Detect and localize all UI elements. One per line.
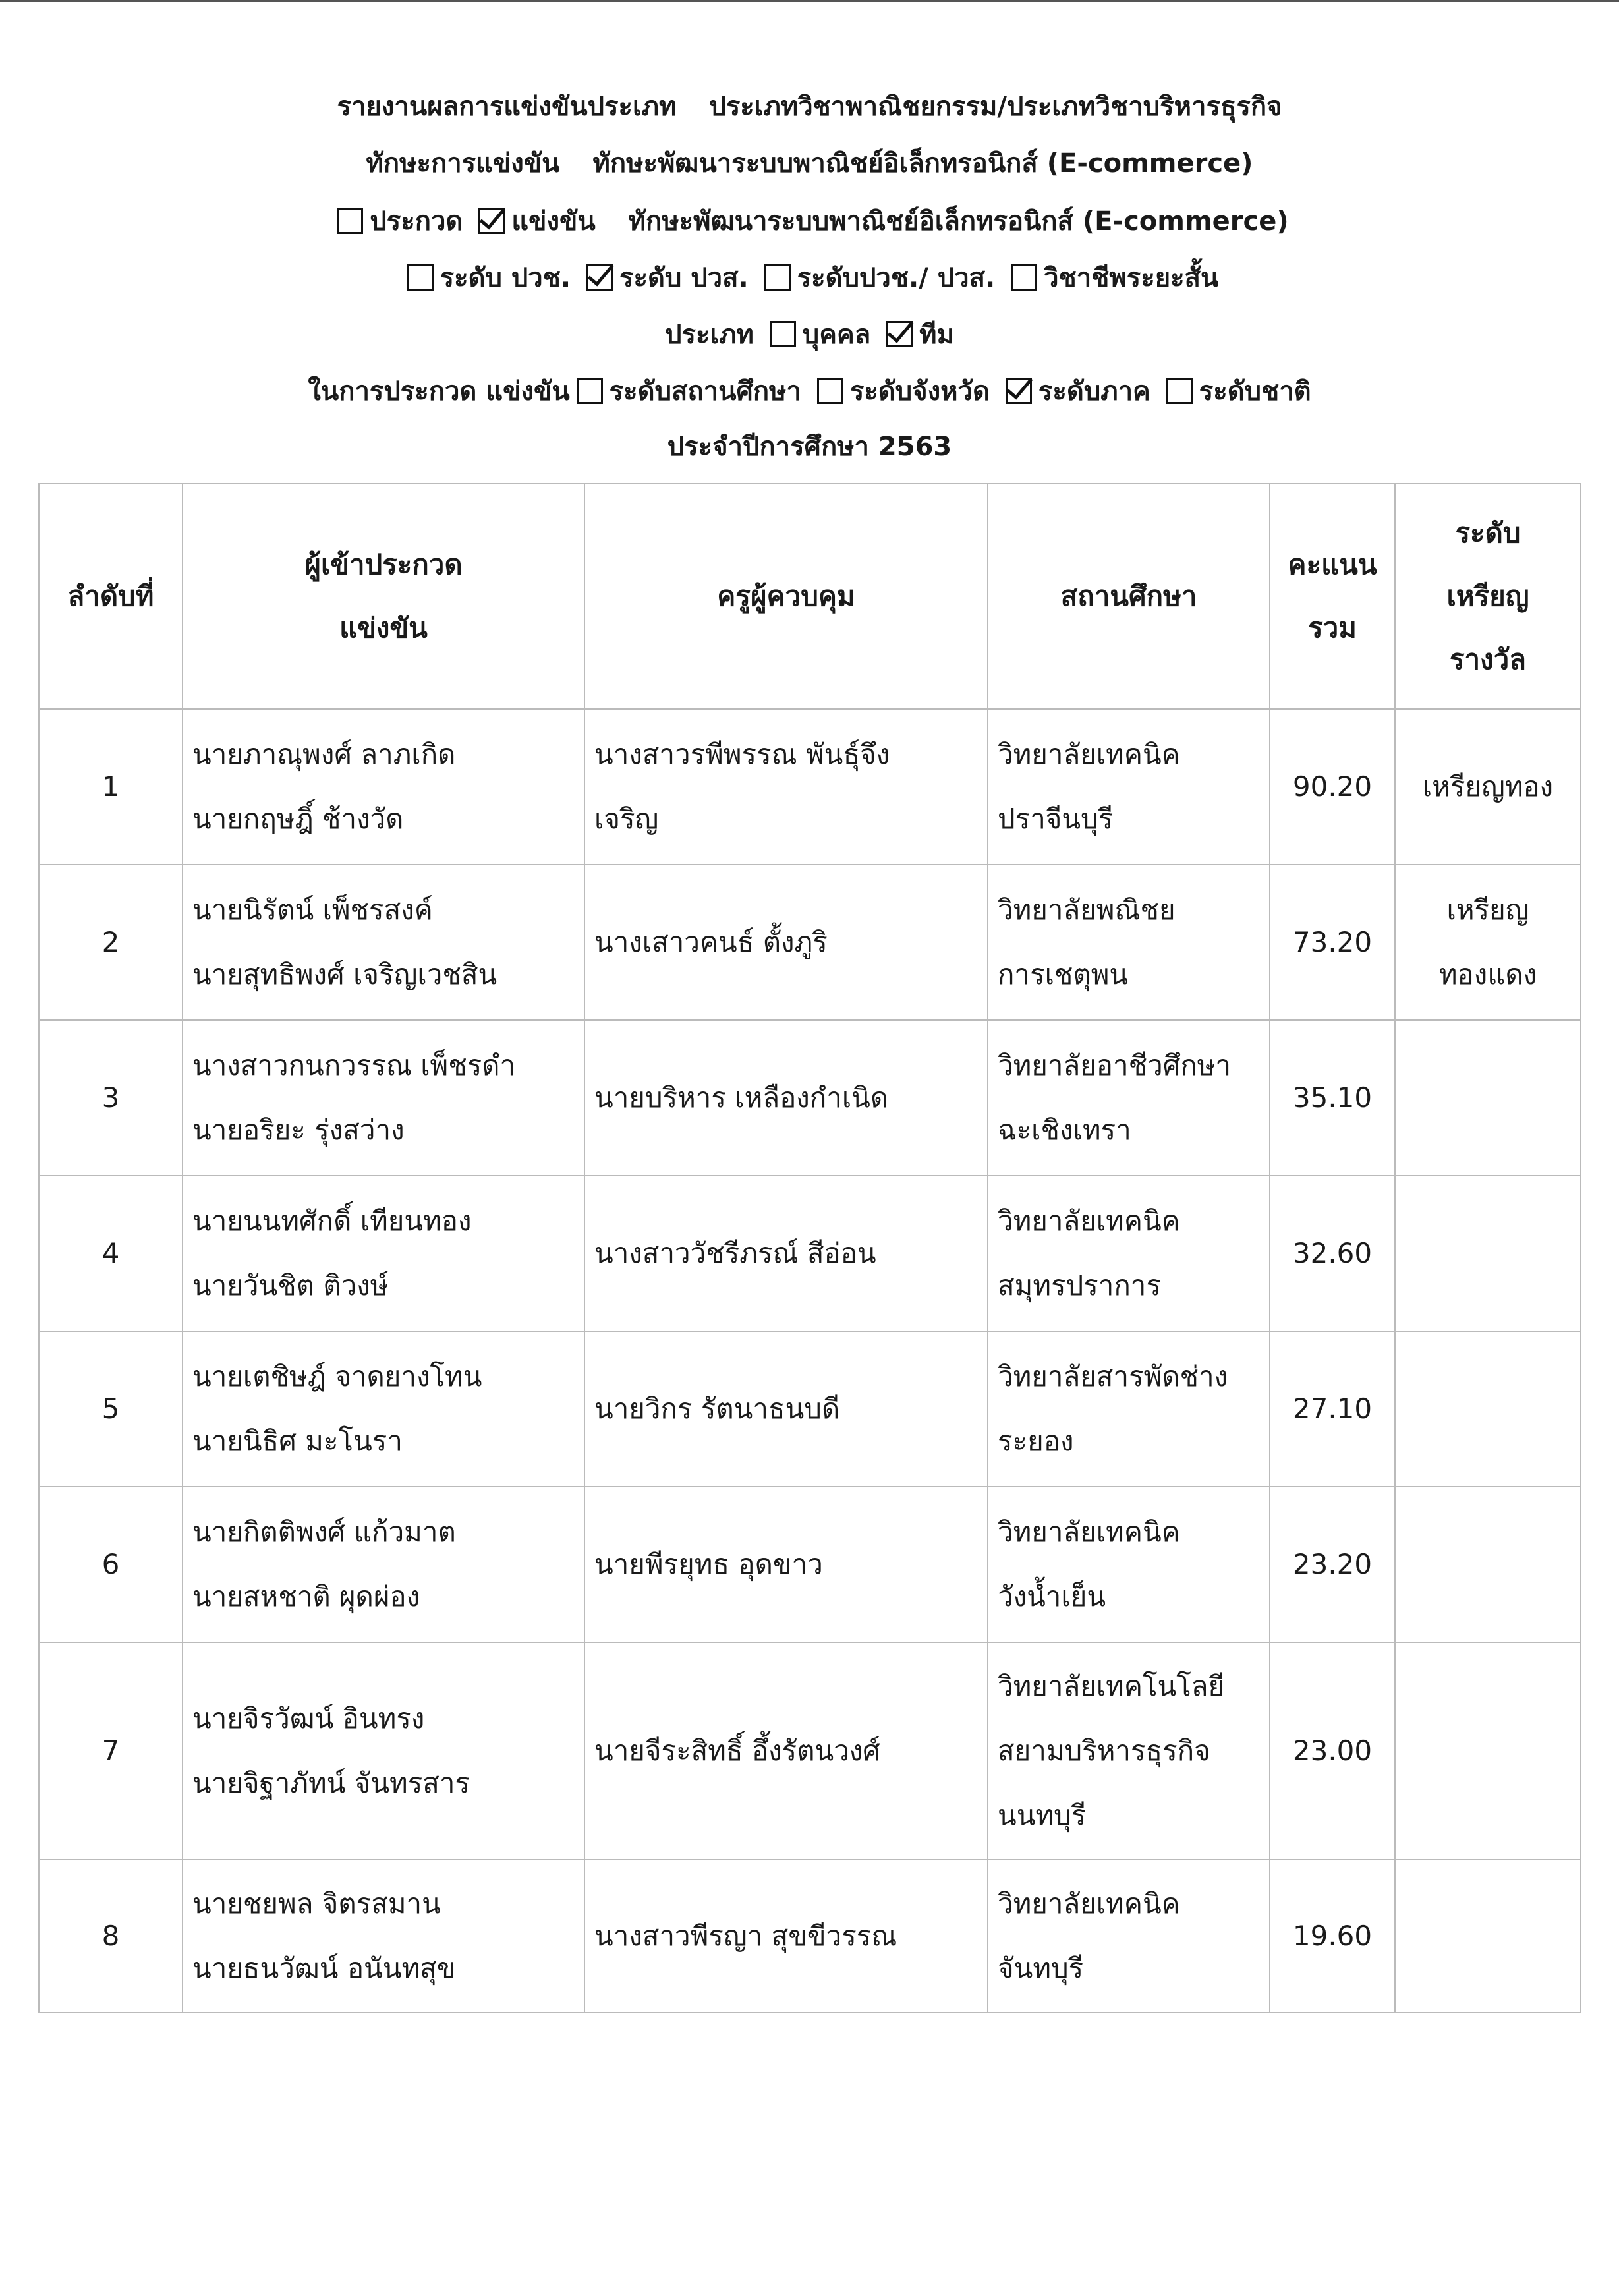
cell-no: 8 bbox=[39, 1860, 183, 2013]
cell-score: 90.20 bbox=[1270, 709, 1395, 865]
cell-medal: เหรียญ ทองแดง bbox=[1395, 865, 1581, 1020]
cell-no: 7 bbox=[39, 1642, 183, 1860]
cell-score: 35.10 bbox=[1270, 1020, 1395, 1176]
col-header-competitors: ผู้เข้าประกวด แข่งขัน bbox=[183, 484, 584, 709]
cell-no: 2 bbox=[39, 865, 183, 1020]
cell-teacher: นายบริหาร เหลืองกำเนิด bbox=[584, 1020, 988, 1176]
checkbox-level-pvc-pvs[interactable] bbox=[764, 264, 791, 291]
checkbox-competition[interactable] bbox=[478, 208, 505, 234]
cell-school: วิทยาลัยอาชีวศึกษา ฉะเชิงเทรา bbox=[988, 1020, 1270, 1176]
cell-competitors: นายภาณุพงศ์ ลาภเกิด นายกฤษฎิ์ ช้างวัด bbox=[183, 709, 584, 865]
header-line-year: ประจำปีการศึกษา 2563 bbox=[667, 432, 952, 462]
header-line-type: ประกวด แข่งขัน ทักษะพัฒนาระบบพาณิชย์อิเล็กทรอนิกส์ (E-commerce) bbox=[0, 202, 1619, 241]
cell-competitors: นายนนทศักดิ์ เทียนทอง นายวันชิต ติวงษ์ bbox=[183, 1176, 584, 1331]
col-header-no: ลำดับที่ bbox=[39, 484, 183, 709]
cell-score: 73.20 bbox=[1270, 865, 1395, 1020]
cell-no: 4 bbox=[39, 1176, 183, 1331]
table-row bbox=[39, 1642, 1581, 1860]
cell-medal bbox=[1395, 1331, 1581, 1487]
cell-medal bbox=[1395, 1642, 1581, 1860]
checkbox-level-pvs[interactable] bbox=[586, 264, 613, 291]
cell-competitors: นายกิตติพงศ์ แก้วมาต นายสหชาติ ผุดผ่อง bbox=[183, 1487, 584, 1642]
cell-competitors: นายชยพล จิตรสมาน นายธนวัฒน์ อนันทสุข bbox=[183, 1860, 584, 2013]
col-header-school: สถานศึกษา bbox=[988, 484, 1270, 709]
cell-teacher: นางสาวรพีพรรณ พันธุ์จึง เจริญ bbox=[584, 709, 988, 865]
table-row bbox=[39, 1487, 1581, 1642]
cell-teacher: นางสาวพีรญา สุขขีวรรณ bbox=[584, 1860, 988, 2013]
cell-school: วิทยาลัยเทคโนโลยี สยามบริหารธุรกิจ นนทบุรี bbox=[988, 1642, 1270, 1860]
checkbox-contest[interactable] bbox=[337, 208, 363, 234]
cell-medal bbox=[1395, 1860, 1581, 2013]
col-header-score: คะแนน รวม bbox=[1270, 484, 1395, 709]
cell-no: 6 bbox=[39, 1487, 183, 1642]
cell-school: วิทยาลัยเทคนิค สมุทรปราการ bbox=[988, 1176, 1270, 1331]
checkbox-short-course[interactable] bbox=[1011, 264, 1037, 291]
col-header-teacher: ครูผู้ควบคุม bbox=[584, 484, 988, 709]
header-line-skill: ทักษะการแข่งขัน ทักษะพัฒนาระบบพาณิชย์อิเล็กทรอนิกส์ (E-commerce) bbox=[366, 148, 1253, 179]
checkbox-level-pvc[interactable] bbox=[407, 264, 434, 291]
cell-teacher: นายพีรยุทธ อุดขาว bbox=[584, 1487, 988, 1642]
cell-no: 1 bbox=[39, 709, 183, 865]
cell-competitors: นายนิรัตน์ เพ็ชรสงค์ นายสุทธิพงศ์ เจริญเวชสิน bbox=[183, 865, 584, 1020]
header-line-entrant-type: ประเภท บุคคล ทีม bbox=[665, 320, 954, 350]
cell-no: 5 bbox=[39, 1331, 183, 1487]
table-row bbox=[39, 865, 1581, 1020]
checkbox-province-level[interactable] bbox=[817, 378, 843, 404]
cell-score: 32.60 bbox=[1270, 1176, 1395, 1331]
scan-top-edge bbox=[0, 0, 1619, 2]
col-header-medal: ระดับ เหรียญ รางวัล bbox=[1395, 484, 1581, 709]
header-line-scope: ในการประกวด แข่งขัน ระดับสถานศึกษา ระดับจังหวัด ระดับภาค ระดับชาติ bbox=[308, 376, 1311, 407]
checkbox-individual[interactable] bbox=[770, 321, 796, 347]
cell-medal bbox=[1395, 1176, 1581, 1331]
checkbox-team[interactable] bbox=[886, 321, 913, 347]
table-header-row bbox=[39, 484, 1581, 709]
results-table bbox=[38, 483, 1581, 2013]
cell-medal: เหรียญทอง bbox=[1395, 709, 1581, 865]
cell-medal bbox=[1395, 1020, 1581, 1176]
checkbox-national-level[interactable] bbox=[1166, 378, 1193, 404]
cell-teacher: นายจีระสิทธิ์ อึ้งรัตนวงศ์ bbox=[584, 1642, 988, 1860]
checkbox-region-level[interactable] bbox=[1006, 378, 1032, 404]
table-row bbox=[39, 1176, 1581, 1331]
cell-school: วิทยาลัยพณิชย การเชตุพน bbox=[988, 865, 1270, 1020]
checkbox-school-level[interactable] bbox=[577, 378, 603, 404]
cell-school: วิทยาลัยเทคนิค จันทบุรี bbox=[988, 1860, 1270, 2013]
cell-competitors: นายเตชิษฎ์ จาดยางโทน นายนิธิศ มะโนรา bbox=[183, 1331, 584, 1487]
table-row bbox=[39, 1860, 1581, 2013]
cell-score: 19.60 bbox=[1270, 1860, 1395, 2013]
header-line-category: รายงานผลการแข่งขันประเภท ประเภทวิชาพาณิชยกรรม/ประเภทวิชาบริหารธุรกิจ bbox=[337, 92, 1282, 122]
cell-score: 23.20 bbox=[1270, 1487, 1395, 1642]
cell-competitors: นางสาวกนกวรรณ เพ็ชรดำ นายอริยะ รุ่งสว่าง bbox=[183, 1020, 584, 1176]
cell-no: 3 bbox=[39, 1020, 183, 1176]
cell-competitors: นายจิรวัฒน์ อินทรง นายจิฐาภัทน์ จันทรสาร bbox=[183, 1642, 584, 1860]
cell-teacher: นางเสาวคนธ์ ตั้งภูริ bbox=[584, 865, 988, 1020]
table-row bbox=[39, 1331, 1581, 1487]
table-row bbox=[39, 1020, 1581, 1176]
cell-teacher: นายวิกร รัตนาธนบดี bbox=[584, 1331, 988, 1487]
cell-school: วิทยาลัยสารพัดช่าง ระยอง bbox=[988, 1331, 1270, 1487]
cell-medal bbox=[1395, 1487, 1581, 1642]
header-line-level: ระดับ ปวช. ระดับ ปวส. ระดับปวช./ ปวส. วิชาชีพระยะสั้น bbox=[0, 258, 1619, 298]
cell-school: วิทยาลัยเทคนิค วังน้ำเย็น bbox=[988, 1487, 1270, 1642]
table-row bbox=[39, 709, 1581, 865]
cell-score: 27.10 bbox=[1270, 1331, 1395, 1487]
cell-score: 23.00 bbox=[1270, 1642, 1395, 1860]
cell-teacher: นางสาววัชรีภรณ์ สีอ่อน bbox=[584, 1176, 988, 1331]
cell-school: วิทยาลัยเทคนิค ปราจีนบุรี bbox=[988, 709, 1270, 865]
